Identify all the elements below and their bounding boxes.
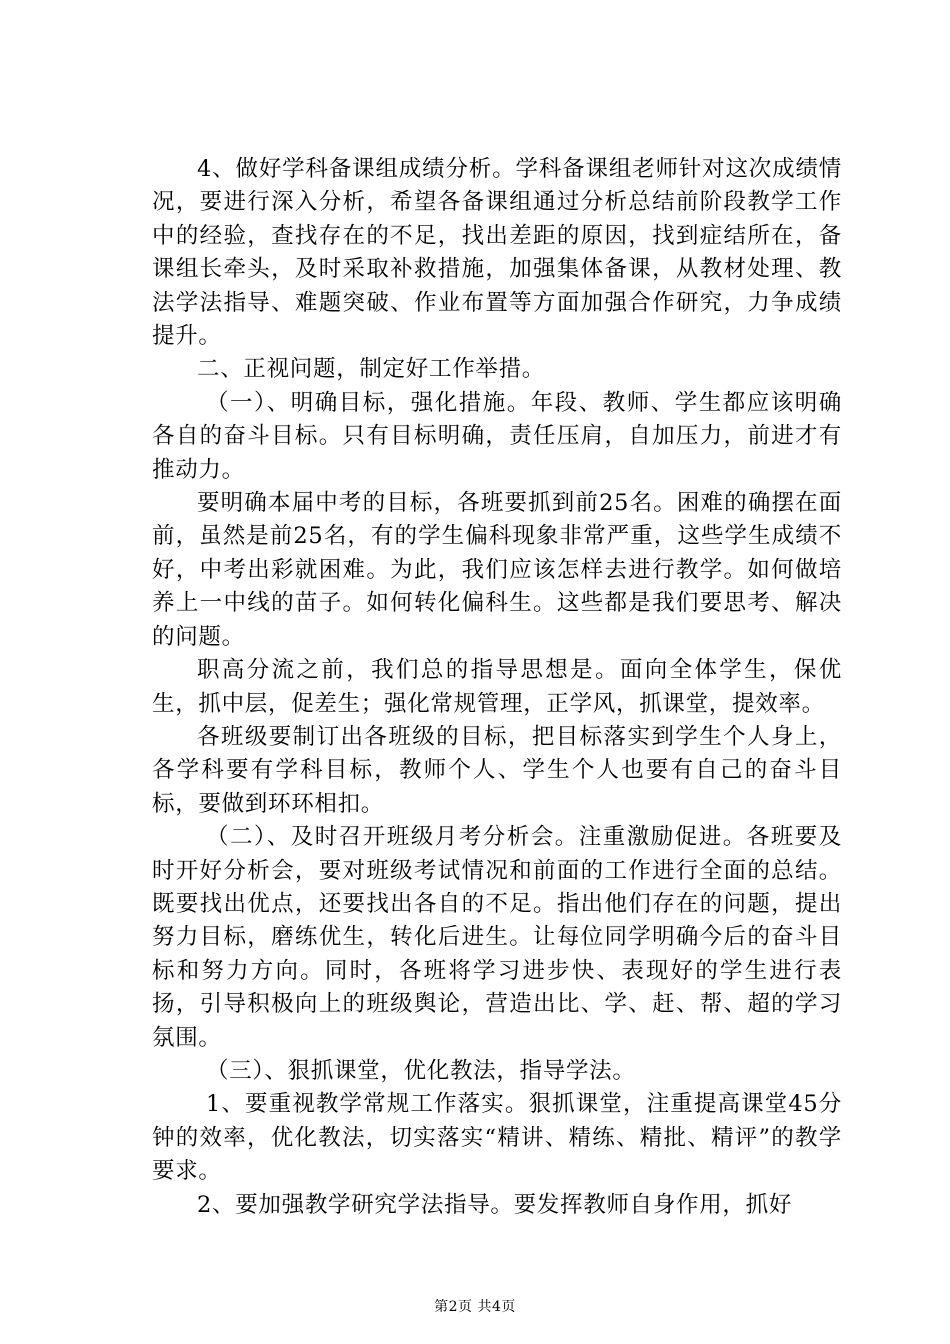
paragraph-guiding-principle: 职高分流之前，我们总的指导思想是。面向全体学生，保优生，抓中层，促差生；强化常规管理，正学风，抓课堂，提效率。: [152, 657, 842, 717]
paragraph-exam-goal: 要明确本届中考的目标，各班要抓到前25名。困难的确摆在面前，虽然是前25名，有的学生偏科现象非常严重，这些学生成绩不好，中考出彩就困难。为此，我们应该怎样去进行教学。如何做培养上一中线的苗子。如何转化偏科生。这些都是我们要思考、解决的问题。: [152, 490, 842, 650]
item-1-paragraph: 1、要重视教学常规工作落实。狠抓课堂，注重提高课堂45分钟的效率，优化教法，切实落实“精讲、精练、精批、精评”的教学要求。: [152, 1091, 842, 1185]
item-2-paragraph: 2、要加强教学研究学法指导。要发挥教师自身作用，抓好: [197, 1191, 793, 1218]
paragraph-1: 4、做好学科备课组成绩分析。学科备课组老师针对这次成绩情况，要进行深入分析，希望各备课组通过分析总结前阶段教学工作中的经验，查找存在的不足，找出差距的原因，找到症结所在，备课组长牵头，及时采取补救措施，加强集体备课，从教材处理、教法学法指导、难题突破、作业布置等方面加强合作研究，力争成绩提升。: [152, 156, 842, 350]
subsection-2-paragraph: （二）、及时召开班级月考分析会。注重激励促进。各班要及时开好分析会，要对班级考试情况和前面的工作进行全面的总结。既要找出优点，还要找出各自的不足。指出他们存在的问题，提出努力目标，磨练优生，转化后进生。让每位同学明确今后的奋斗目标和努力方向。同时，各班将学习进步快、表现好的学生进行表扬，引导积极向上的班级舆论，营造出比、学、赶、帮、超的学习氛围。: [152, 824, 842, 1051]
page-number-label: 第2页 共4页: [434, 1299, 516, 1315]
page-footer: [0, 1298, 950, 1316]
subsection-3-heading: （三）、狠抓课堂，优化教法，指导学法。: [206, 1057, 636, 1084]
section-heading-2: 二、正视问题，制定好工作举措。: [197, 356, 546, 383]
document-body: [152, 153, 842, 1222]
paragraph-class-targets: 各班级要制订出各班级的目标，把目标落实到学生个人身上，各学科要有学科目标，教师个人、学生个人也要有自己的奋斗目标，要做到环环相扣。: [152, 723, 842, 817]
subsection-1-paragraph: （一）、明确目标，强化措施。年段、教师、学生都应该明确各自的奋斗目标。只有目标明确，责任压肩，自加压力，前进才有推动力。: [152, 389, 842, 483]
